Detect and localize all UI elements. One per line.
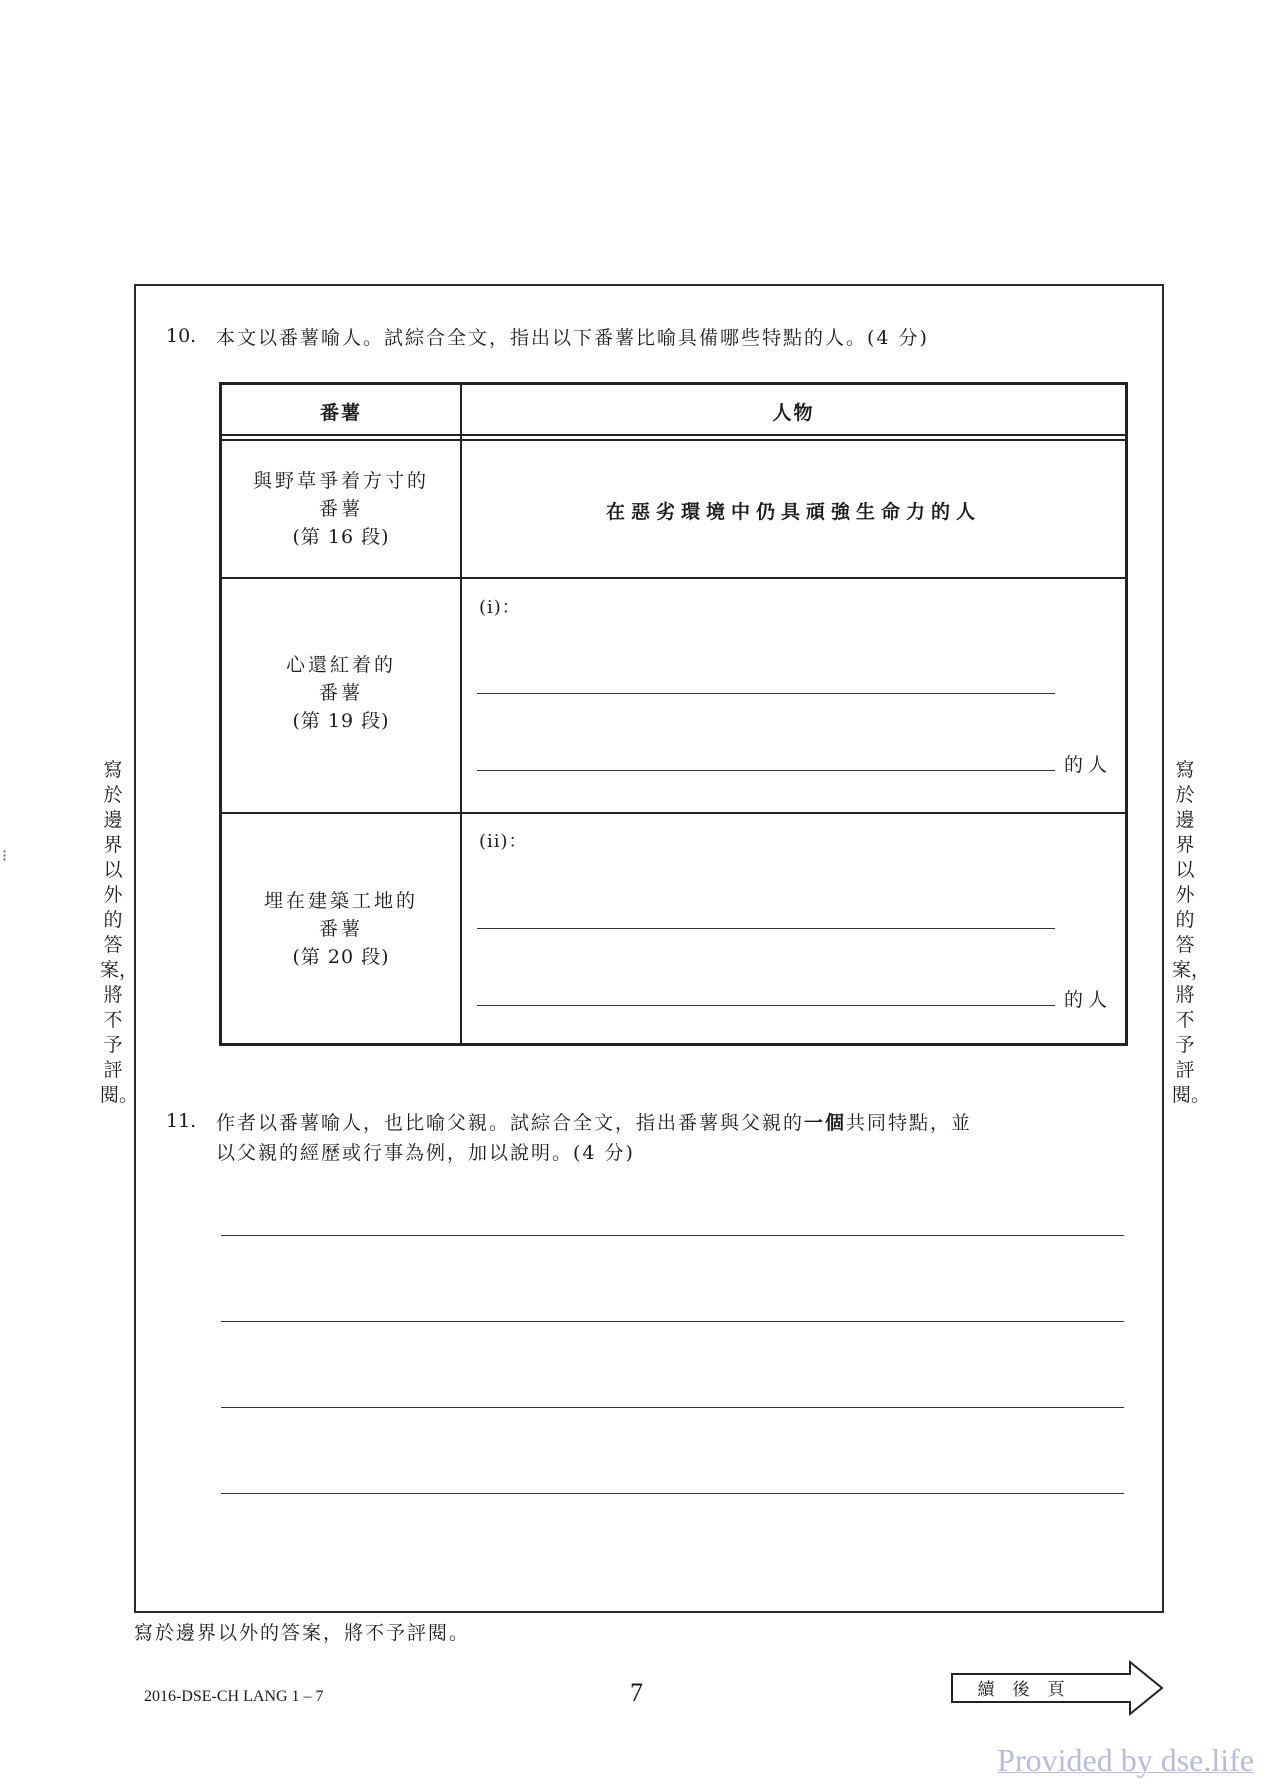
- q11-number: 11.: [166, 1110, 197, 1132]
- row3-suffix: 的人: [1064, 989, 1113, 1011]
- q11-answer-line-4[interactable]: [221, 1493, 1124, 1494]
- table-column-divider: [460, 385, 462, 1043]
- row2-answer-line-2[interactable]: [477, 770, 1055, 771]
- footer-warning: 寫於邊界以外的答案，將不予評閱。: [134, 1622, 471, 1644]
- row2-item: [222, 651, 460, 735]
- row2-noun: 番薯: [318, 682, 363, 704]
- q11-line-1: 作者以番薯喻人，也比喻父親。試綜合全文，指出番薯與父親的一個共同特點，並: [216, 1112, 973, 1134]
- row3-answer-line-1[interactable]: [477, 928, 1055, 929]
- q11-answer-line-1[interactable]: [221, 1235, 1124, 1236]
- continue-label: 續後頁: [977, 1680, 1083, 1700]
- row3-label: (ii)：: [479, 831, 528, 852]
- page-number: 7: [630, 1678, 643, 1707]
- col1-header: 番薯: [319, 402, 362, 424]
- watermark: Provided by dse.life: [997, 1742, 1254, 1778]
- q11-answer-line-2[interactable]: [221, 1321, 1124, 1322]
- row3-paragraph: (第 20 段): [292, 946, 390, 968]
- row1-model-answer: 在惡劣環境中仍具頑強生命力的人: [605, 501, 981, 523]
- row3-item: [222, 887, 460, 971]
- row2-label: (i)：: [479, 597, 521, 618]
- row3-noun: 番薯: [318, 918, 363, 940]
- row1-paragraph: (第 16 段): [292, 526, 390, 548]
- continue-arrow: [950, 1660, 1166, 1716]
- row1-noun: 番薯: [318, 498, 363, 520]
- table-header-divider: [222, 434, 1125, 436]
- row3-desc: 埋在建築工地的: [263, 890, 418, 912]
- q10-text: 本文以番薯喻人。試綜合全文，指出以下番薯比喻具備哪些特點的人。(4 分): [216, 327, 929, 349]
- q10-table: [219, 382, 1128, 1046]
- table-row-divider-2: [222, 812, 1125, 814]
- row2-desc: 心還紅着的: [285, 654, 396, 676]
- q11-line-2: 以父親的經歷或行事為例，加以說明。(4 分): [216, 1142, 635, 1164]
- row3-answer-line-2[interactable]: [477, 1005, 1055, 1006]
- row2-suffix: 的人: [1064, 754, 1113, 776]
- q11-answer-line-3[interactable]: [221, 1407, 1124, 1408]
- col2-header: 人物: [772, 402, 815, 424]
- left-margin-note: 寫於邊界以外的答案，將不予評閱。: [100, 759, 139, 1106]
- q10-number: 10.: [166, 325, 197, 347]
- q11-text: [216, 1108, 972, 1168]
- right-margin-note: 寫於邊界以外的答案，將不予評閱。: [1172, 759, 1211, 1106]
- row2-answer-line-1[interactable]: [477, 693, 1055, 694]
- row2-paragraph: (第 19 段): [292, 710, 390, 732]
- row1-desc: 與野草爭着方寸的: [252, 470, 429, 492]
- table-header-divider-2: [222, 439, 1125, 441]
- paper-code: 2016-DSE-CH LANG 1 – 7: [144, 1688, 324, 1705]
- table-row-divider-1: [222, 577, 1125, 579]
- q11-emphasis: 一個: [804, 1112, 847, 1134]
- scan-margin-mark: ⁝: [2, 846, 8, 865]
- row1-item: [222, 467, 460, 551]
